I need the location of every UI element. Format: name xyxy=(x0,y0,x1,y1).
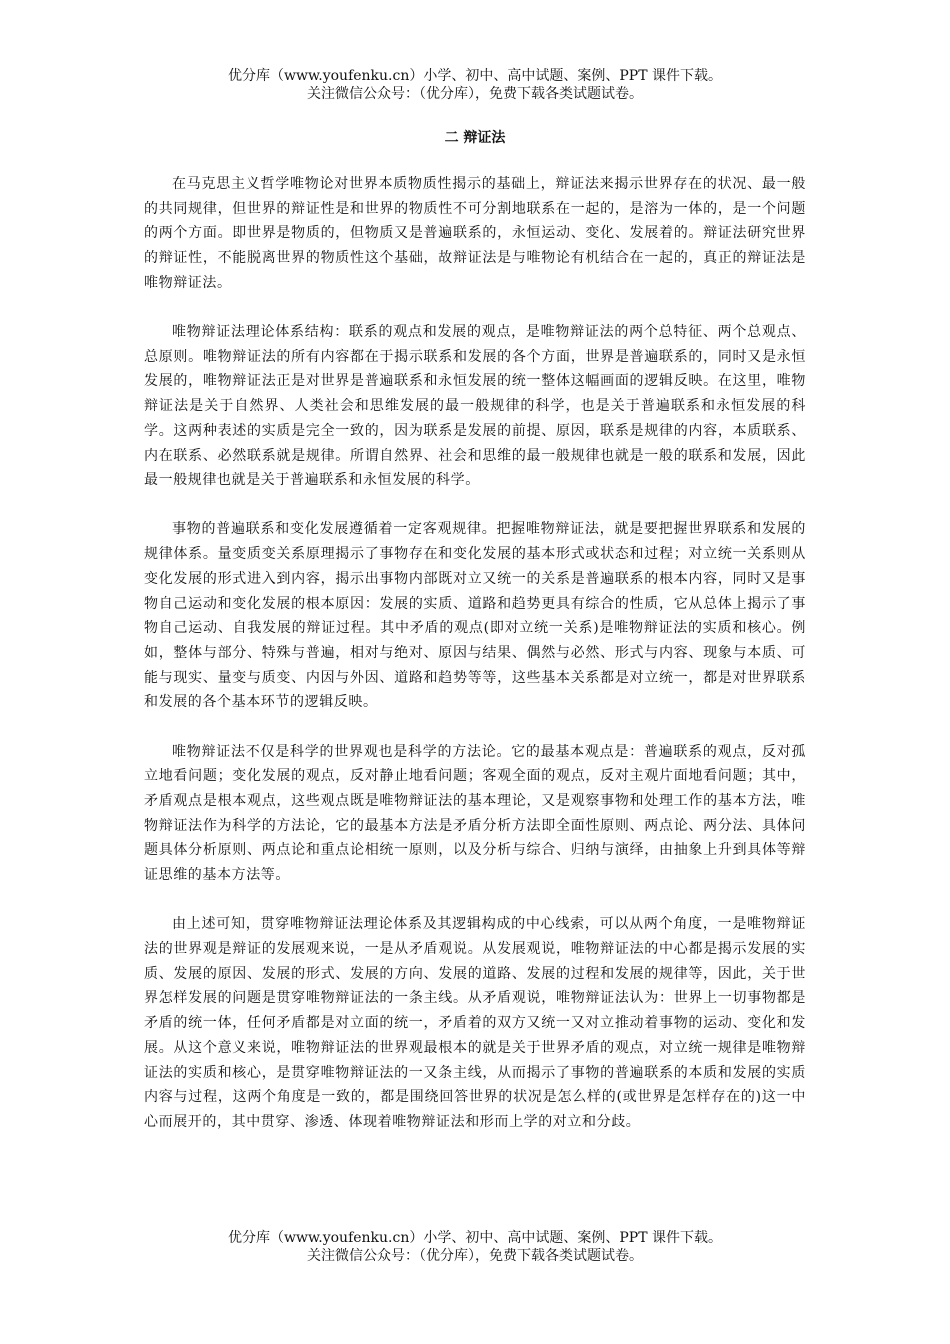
paragraph-1: 在马克思主义哲学唯物论对世界本质物质性揭示的基础上，辩证法来揭示世界存在的状况、最一般的共同规律，但世界的辩证性是和世界的物质性不可分割地联系在一起的，是溶为一体的，是一个问题的两个方面。即世界是物质的，但物质又是普遍联系的，永恒运动、变化、发展着的。辩证法研究世界的辩证性，不能脱离世界的物质性这个基础，故辩证法是与唯物论有机结合在一起的，真正的辩证法是唯物辩证法。 xyxy=(144,176,806,291)
paragraph-3: 事物的普遍联系和变化发展遵循着一定客观规律。把握唯物辩证法，就是要把握世界联系和发展的规律体系。量变质变关系原理揭示了事物存在和变化发展的基本形式或状态和过程；对立统一关系则从变化发展的形式进入到内容，揭示出事物内部既对立又统一的关系是普遍联系的根本内容，同时又是事物自己运动和变化发展的根本原因：发展的实质、道路和趋势更具有综合的性质，它从总体上揭示了事物自己运动、自我发展的辩证过程。其中矛盾的观点(即对立统一关系)是唯物辩证法的实质和核心。例如，整体与部分、特殊与普遍，相对与绝对、原因与结果、偶然与必然、形式与内容、现象与本质、可能与现实、量变与质变、内因与外因、道路和趋势等等，这些基本关系都是对立统一，都是对世界联系和发展的各个基本环节的逻辑反映。 xyxy=(144,521,806,711)
footer-line-1: 优分库（www.youfenku.cn）小学、初中、高中试题、案例、PPT 课件下载。 xyxy=(227,1230,722,1246)
paragraph-5: 由上述可知，贯穿唯物辩证法理论体系及其逻辑构成的中心线索，可以从两个角度，一是唯物辩证法的世界观是辩证的发展观来说，一是从矛盾观说。从发展观说，唯物辩证法的中心都是揭示发展的实质、发展的原因、发展的形式、发展的方向、发展的道路、发展的过程和发展的规律等，因此，关于世界怎样发展的问题是贯穿唯物辩证法的一条主线。从矛盾观说，唯物辩证法认为：世界上一切事物都是矛盾的统一体，任何矛盾都是对立面的统一，矛盾着的双方又统一又对立推动着事物的运动、变化和发展。从这个意义来说，唯物辩证法的世界观最根本的就是关于世界矛盾的观点，对立统一规律是唯物辩证法的实质和核心，是贯穿唯物辩证法的一又条主线，从而揭示了事物的普遍联系的本质和发展的实质内容与过程，这两个角度是一致的，都是围绕回答世界的状况是怎么样的(或世界是怎样存在的)这一中心而展开的，其中贯穿、渗透、体现着唯物辩证法和形而上学的对立和分歧。 xyxy=(144,916,806,1130)
header-line-2: 关注微信公众号：（优分库），免费下载各类试题试卷。 xyxy=(307,86,643,102)
body-text xyxy=(144,172,806,1159)
page-header xyxy=(0,67,950,103)
footer-line-2: 关注微信公众号：（优分库），免费下载各类试题试卷。 xyxy=(307,1248,643,1264)
page-footer xyxy=(0,1229,950,1265)
paragraph-2: 唯物辩证法理论体系结构：联系的观点和发展的观点，是唯物辩证法的两个总特征、两个总观点、总原则。唯物辩证法的所有内容都在于揭示联系和发展的各个方面，世界是普遍联系的，同时又是永恒发展的，唯物辩证法正是对世界是普遍联系和永恒发展的统一整体这幅画面的逻辑反映。在这里，唯物辩证法是关于自然界、人类社会和思维发展的最一般规律的科学，也是关于普遍联系和永恒发展的科学。这两种表述的实质是完全一致的，因为联系是发展的前提、原因，联系是规律的内容，本质联系、内在联系、必然联系就是规律。所谓自然界、社会和思维的最一般规律也就是一般的联系和发展，因此最一般规律也就是关于普遍联系和永恒发展的科学。 xyxy=(144,324,806,489)
header-line-1: 优分库（www.youfenku.cn）小学、初中、高中试题、案例、PPT 课件下载。 xyxy=(227,68,722,84)
paragraph-4: 唯物辩证法不仅是科学的世界观也是科学的方法论。它的最基本观点是：普遍联系的观点，反对孤立地看问题；变化发展的观点，反对静止地看问题；客观全面的观点，反对主观片面地看问题；其中，矛盾观点是根本观点，这些观点既是唯物辩证法的基本理论，又是观察事物和处理工作的基本方法，唯物辩证法作为科学的方法论，它的最基本方法是矛盾分析方法即全面性原则、两点论、两分法、具体问题具体分析原则、两点论和重点论相统一原则，以及分析与综合、归纳与演绎，由抽象上升到具体等辩证思维的基本方法等。 xyxy=(144,743,806,884)
section-title: 二 辩证法 xyxy=(444,130,506,146)
